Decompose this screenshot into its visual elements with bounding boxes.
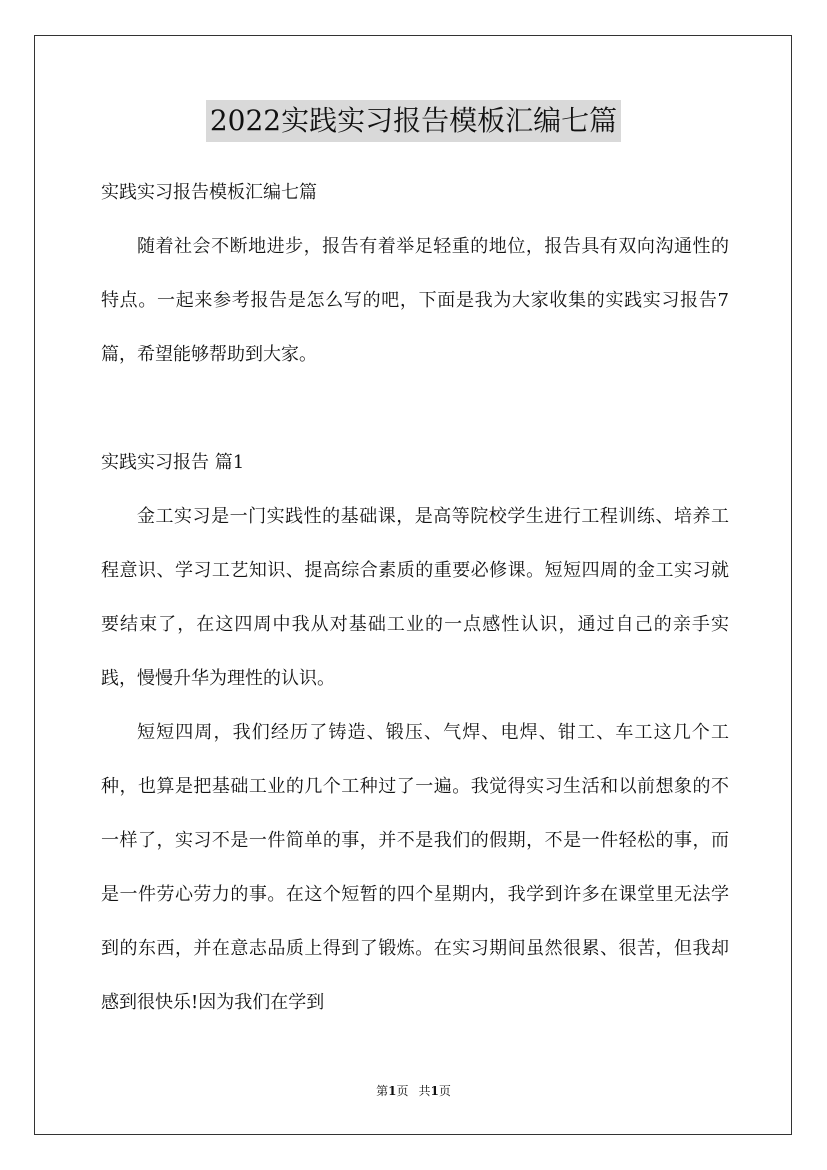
page-footer (0, 1082, 827, 1100)
document-title: 2022实践实习报告模板汇编七篇 (206, 100, 621, 142)
document-subtitle: 实践实习报告模板汇编七篇 (101, 182, 317, 203)
document-body (101, 166, 729, 1030)
footer-total-suffix: 页 (438, 1084, 451, 1098)
footer-total-prefix: 共 (418, 1084, 431, 1098)
footer-page-number: 1 (388, 1084, 397, 1098)
footer-page-prefix: 第 (376, 1084, 389, 1098)
body-paragraph-2: 短短四周，我们经历了铸造、锻压、气焊、电焊、钳工、车工这几个工种，也算是把基础工业的几个工种过了一遍。我觉得实习生活和以前想象的不一样了，实习不是一件简单的事，并不是我们的假期，不是一件轻松的事，而是一件劳心劳力的事。在这个短暂的四个星期内，我学到许多在课堂里无法学到的东西，并在意志品质上得到了锻炼。在实习期间虽然很累、很苦，但我却感到很快乐!因为我们在学到 (101, 722, 729, 1013)
footer-total-number: 1 (430, 1084, 439, 1098)
title-container (0, 100, 827, 142)
section-spacer (101, 382, 729, 436)
section-heading: 实践实习报告 篇1 (101, 452, 245, 473)
intro-paragraph: 随着社会不断地进步，报告有着举足轻重的地位，报告具有双向沟通性的特点。一起来参考报告是怎么写的吧，下面是我为大家收集的实践实习报告7篇，希望能够帮助到大家。 (101, 236, 729, 365)
body-paragraph-1: 金工实习是一门实践性的基础课，是高等院校学生进行工程训练、培养工程意识、学习工艺知识、提高综合素质的重要必修课。短短四周的金工实习就要结束了，在这四周中我从对基础工业的一点感性认识，通过自己的亲手实践，慢慢升华为理性的认识。 (101, 506, 729, 689)
footer-page-suffix: 页 (396, 1084, 409, 1098)
